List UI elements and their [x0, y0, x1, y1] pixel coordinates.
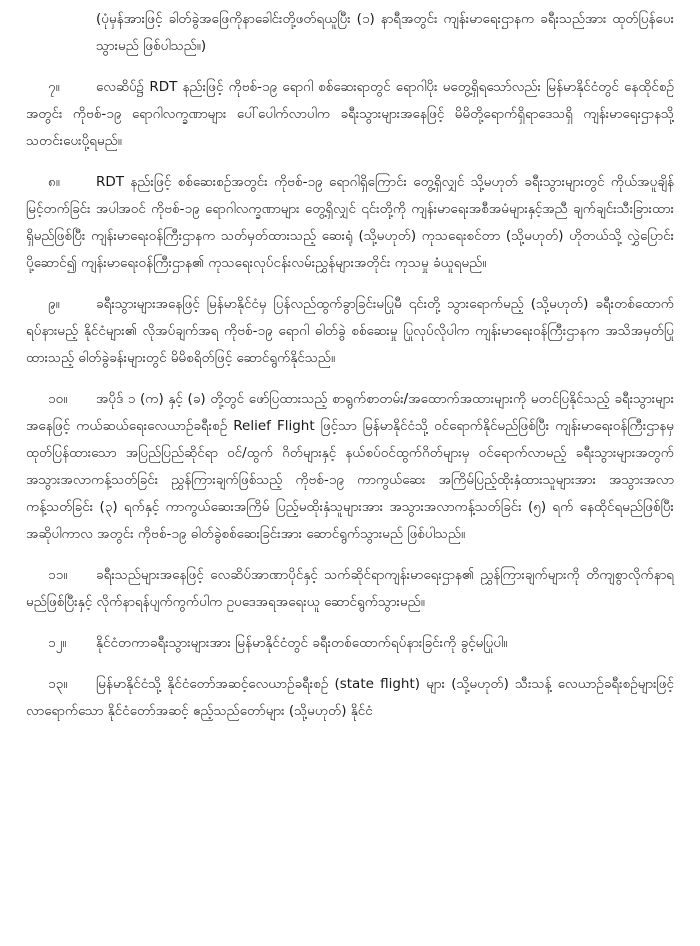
- paragraph-text: အပိုဒ် ၁ (က) နှင့် (ခ) တို့တွင် ဖော်ပြထားသည့် စာရွက်စာတမ်း/အထောက်အထားများကို မတင်ပြနိုင်သည့် ခရီးသွားများအနေဖြင့် ကယ်ဆယ်ရေးလေယာဉ်ခရီးစဉ် Relief Flight ဖြင့်သာ မြန်မာနိုင်ငံသို့ ဝင်ရောက်နိုင်မည်ဖြစ်ပြီး ကျန်းမာရေးဝန်ကြီးဌာနမှ ထုတ်ပြန်ထားသော အပြည်ပြည်ဆိုင်ရာ ဝင်/ထွက် ဂိတ်များနှင့် နယ်စပ်ဝင်ထွက်ဂိတ်များမှ ဝင်ရောက်လာမည့် ခရီးသွားများအတွက် အသွားအလာကန့်သတ်ခြင်း ညွှန်ကြားချက်ဖြစ်သည့် ကိုဗစ်-၁၉ ကာကွယ်ဆေး အကြိမ်ပြည့်ထိုးနှံထားသူများအား အသွားအလာကန့်သတ်ခြင်း (၃) ရက်နှင့် ကာကွယ်ဆေးအကြိမ် ပြည့်မထိုးနှံသူများအား အသွားအလာကန့်သတ်ခြင်း (၅) ရက် နေထိုင်ရမည်ဖြစ်ပြီး အဆိုပါကာလ အတွင်း ကိုဗစ်-၁၉ ဓါတ်ခွဲစစ်ဆေးခြင်းအား ဆောင်ရွက်သွားမည် ဖြစ်ပါသည်။: [26, 391, 674, 542]
- paragraph-7: [26, 74, 674, 155]
- paragraph-8: [26, 169, 674, 277]
- paragraph-9: [26, 291, 674, 372]
- paragraph-text: လေဆိပ်၌ RDT နည်းဖြင့် ကိုဗစ်-၁၉ ရောဂါ စစ်ဆေးရာတွင် ရောဂါပိုး မတွေ့ရှိရသော်လည်း မြန်မာနိုင်ငံတွင် နေထိုင်စဉ်အတွင်း ကိုဗစ်-၁၉ ရောဂါလက္ခဏာများ ပေါ်ပေါက်လာပါက ခရီးသွားများအနေဖြင့် မိမိတို့ရောက်ရှိရာဒေသရှိ ကျန်းမာရေးဌာနသို့ သတင်းပေးပို့ရမည်။: [26, 79, 674, 149]
- paragraph-11: [26, 562, 674, 616]
- paragraph-13: [26, 671, 674, 725]
- paragraph-number: ၉။: [48, 296, 60, 312]
- paragraph-number: ၈။: [48, 174, 60, 190]
- paragraph-text: ခရီးသွားများအနေဖြင့် မြန်မာနိုင်ငံမှ ပြန်လည်ထွက်ခွာခြင်းမပြုမီ ၎င်းတို့ သွားရောက်မည့် (သို့မဟုတ်) ခရီးတစ်ထောက်ရပ်နားမည့် နိုင်ငံများ၏ လိုအပ်ချက်အရ ကိုဗစ်-၁၉ ရောဂါ ဓါတ်ခွဲ စစ်ဆေးမှု ပြုလုပ်လိုပါက ကျန်းမာရေးဝန်ကြီးဌာနက အသိအမှတ်ပြုထားသည့် ဓါတ်ခွဲခန်းများတွင် မိမိစရိတ်ဖြင့် ဆောင်ရွက်နိုင်သည်။: [26, 296, 674, 366]
- paragraph-text: RDT နည်းဖြင့် စစ်ဆေးစဉ်အတွင်း ကိုဗစ်-၁၉ ရောဂါရှိကြောင်း တွေ့ရှိလျှင် သို့မဟုတ် ခရီးသွားများတွင် ကိုယ်အပူချိန်မြင့်တက်ခြင်း အပါအဝင် ကိုဗစ်-၁၉ ရောဂါလက္ခဏာများ တွေ့ရှိလျှင် ၎င်းတို့ကို ကျန်းမာရေးအစီအမံများနှင့်အညီ ချက်ချင်းသီးခြားထားရှိမည်ဖြစ်ပြီး ကျန်းမာရေးဝန်ကြီးဌာနက သတ်မှတ်ထားသည့် ဆေးရုံ (သို့မဟုတ်) ကုသရေးစင်တာ (သို့မဟုတ်) ဟိုတယ်သို့ လွှဲပြောင်းပို့ဆောင်၍ ကျန်းမာရေးဝန်ကြီးဌာန၏ ကုသရေးလုပ်ငန်းလမ်းညွှန်များအတိုင်း ကုသမှု ခံယူရမည်။: [26, 174, 674, 271]
- paragraph-text: ခရီးသည်များအနေဖြင့် လေဆိပ်အာဏာပိုင်နှင့် သက်ဆိုင်ရာကျန်းမာရေးဌာန၏ ညွှန်ကြားချက်များကို တိကျစွာလိုက်နာရမည်ဖြစ်ပြီးနှင့် လိုက်နာရန်ပျက်ကွက်ပါက ဥပဒေအရအရေးယူ ဆောင်ရွက်သွားမည်။: [26, 567, 674, 610]
- paragraph-number: ၁၁။: [48, 567, 68, 583]
- paragraph-number: ၁၃။: [48, 676, 68, 692]
- paragraph-number: ၁၂။: [48, 635, 67, 651]
- paragraph-number: ၁၀။: [48, 391, 68, 407]
- intro-note: (ပုံမှန်အားဖြင့် ခါတ်ခွဲအဖြေကိုနာခေါင်းတို့ဖတ်ရယူပြီး (၁) နာရီအတွင်း ကျန်းမာရေးဌာနက ခရီးသည်အား ထုတ်ပြန်ပေးသွားမည် ဖြစ်ပါသည်။): [96, 11, 674, 54]
- paragraph-number: ၇။: [48, 79, 60, 95]
- paragraph-12: [26, 630, 674, 657]
- paragraph-text: မြန်မာနိုင်ငံသို့ နိုင်ငံတော်အဆင့်လေယာဉ်ခရီးစဉ် (state flight) များ (သို့မဟုတ်) သီးသန့် လေယာဉ်ခရီးစဉ်များဖြင့် လာရောက်သော နိုင်ငံတော်အဆင့် ဧည့်သည်တော်များ (သို့မဟုတ်) နိုင်ငံ: [26, 676, 674, 719]
- paragraph-10: [26, 386, 674, 548]
- paragraph-text: နိုင်ငံတကာခရီးသွားများအား မြန်မာနိုင်ငံတွင် ခရီးတစ်ထောက်ရပ်နားခြင်းကို ခွင့်မပြုပါ။: [96, 635, 508, 651]
